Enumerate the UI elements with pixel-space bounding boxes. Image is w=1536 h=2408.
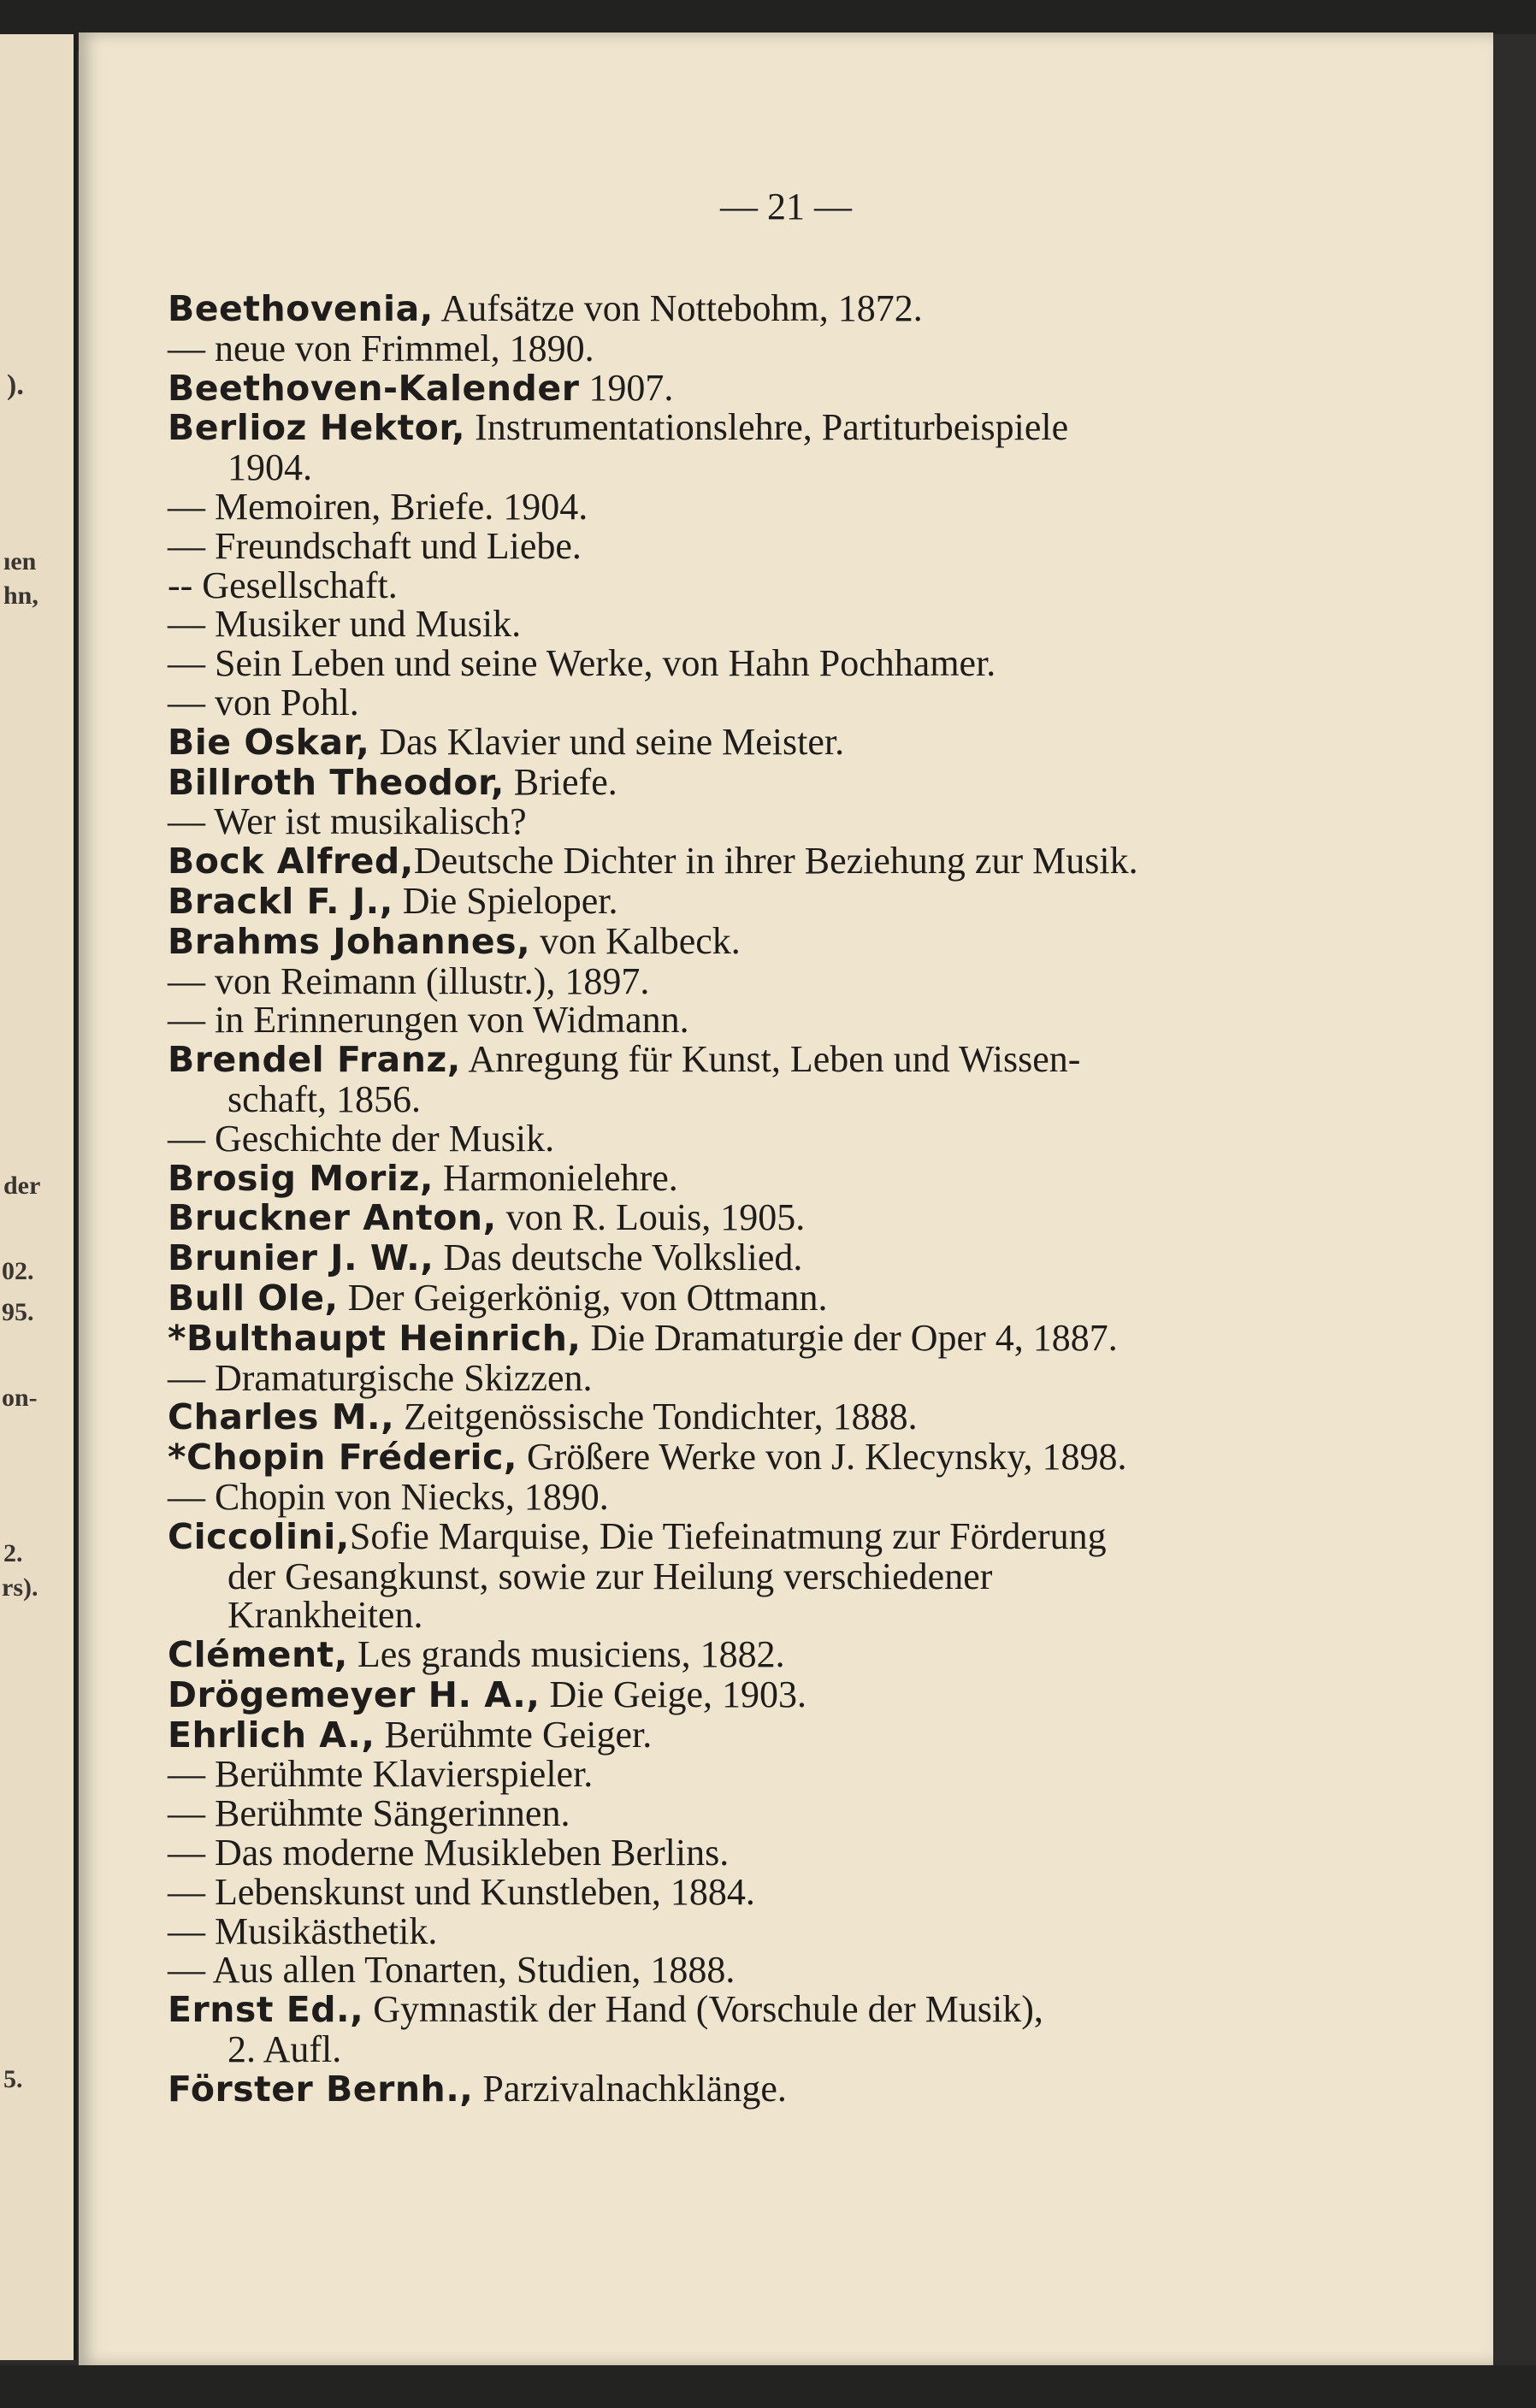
entry-text: Zeitgenössische Tondichter, 1888. (394, 1396, 918, 1438)
entry-author: *Chopin Fréderic, (168, 1437, 517, 1478)
book-page (79, 32, 1493, 2365)
entry-continuation: schaft, 1856. (227, 1077, 422, 1120)
entry-author: Clément, (168, 1634, 348, 1676)
entry-text: — von Reimann (illustr.), 1897. (168, 959, 650, 1002)
bibliography-entry (168, 683, 1365, 723)
bibliography-entry (168, 879, 1365, 922)
entry-continuation: 1904. (227, 446, 312, 489)
entry-author: Bock Alfred, (168, 841, 414, 882)
entry-author: Brosig Moriz, (168, 1157, 434, 1199)
scan-background-bottom (0, 2365, 1536, 2408)
bibliography-entry (168, 1356, 1365, 1399)
bibliography-entry (168, 720, 1365, 763)
entry-author: Bie Oskar, (168, 721, 370, 763)
bibliography-entry (168, 408, 1365, 448)
bibliography-entry (168, 1951, 1365, 1990)
entry-author: Ciccolini, (168, 1515, 350, 1557)
entry-text: — Berühmte Klavierspieler. (168, 1753, 594, 1796)
entry-text: Deutsche Dichter in ihrer Beziehung zur Musik. (413, 840, 1138, 882)
bibliography-entry (168, 644, 1365, 683)
entry-author: Drögemeyer H. A., (168, 1673, 541, 1715)
entry-continuation: 2. Aufl. (227, 2028, 342, 2071)
scan-background-right (1493, 34, 1536, 2360)
bibliography-entry (168, 366, 1365, 409)
left-page-fragment: rs). (2, 1573, 38, 1602)
entry-text: — von Pohl. (168, 681, 359, 723)
entry-text: — Dramaturgische Skizzen. (168, 1356, 593, 1399)
page-number: — 21 — (720, 186, 852, 227)
entry-author: Brendel Franz, (168, 1039, 461, 1081)
entry-text: Der Geigerkönig, von Ottmann. (338, 1276, 828, 1319)
entry-text: Das deutsche Volkslied. (434, 1236, 803, 1279)
left-page-fragment: ıen (3, 547, 37, 575)
entry-author: Bull Ole, (168, 1277, 339, 1319)
bibliography-entry (168, 1755, 1365, 1794)
bibliography-entry (168, 1675, 1365, 1715)
entry-author: Brackl F. J., (168, 880, 393, 922)
entry-author: Beethoven-Kalender (168, 367, 580, 409)
entry-text: Instrumentationslehre, Partiturbeispiele (465, 406, 1069, 449)
bibliography-entry (168, 760, 1365, 803)
entry-text: — Wer ist musikalisch? (168, 800, 527, 843)
entry-text: — Chopin von Niecks, 1890. (168, 1475, 609, 1518)
entry-text: — Das moderne Musikleben Berlins. (168, 1832, 730, 1874)
bibliography-entry (168, 329, 1365, 369)
entry-author: Bruckner Anton, (168, 1197, 497, 1239)
entry-text: Harmonielehre. (433, 1156, 678, 1199)
entry-continuation: der Gesangkunst, sowie zur Heilung verschiedener (227, 1555, 993, 1597)
bibliography-entry (168, 1397, 1365, 1437)
bibliography-entry (168, 841, 1365, 882)
entry-author: Billroth Theodor, (168, 761, 505, 803)
entry-text: — Lebenskunst und Kunstleben, 1884. (168, 1870, 755, 1913)
entry-text: — Memoiren, Briefe. 1904. (168, 485, 588, 528)
entry-text: — Musikästhetik. (168, 1909, 438, 1952)
entry-author: Brahms Johannes, (168, 920, 531, 962)
entry-text: Berühmte Geiger. (375, 1713, 653, 1756)
left-page-fragment: hn, (3, 581, 38, 610)
bibliography-entry (168, 1040, 1365, 1080)
bibliography-entry (168, 605, 1365, 644)
entry-text: Parzivalnachklänge. (473, 2067, 787, 2110)
entry-text: — neue von Frimmel, 1890. (168, 327, 594, 369)
bibliography-entry (168, 289, 1365, 329)
bibliography-entry (168, 802, 1365, 841)
entry-author: Beethovenia, (168, 288, 434, 329)
bibliography-entry (168, 1437, 1365, 1478)
entry-text: Anregung für Kunst, Leben und Wissen- (460, 1038, 1081, 1081)
bibliography-entry (168, 959, 1365, 1002)
bibliography-entry (168, 1514, 1365, 1557)
bibliography-entry (168, 1316, 1365, 1359)
entry-author: Ernst Ed., (168, 1989, 364, 2031)
entry-author: Charles M., (168, 1396, 395, 1438)
entry-text: — Sein Leben und seine Werke, von Hahn Pochhamer. (168, 642, 996, 685)
entry-text: — Aus allen Tonarten, Studien, 1888. (168, 1949, 736, 1992)
entry-text: — Berühmte Sängerinnen. (168, 1792, 570, 1835)
entry-author: Brunier J. W., (168, 1237, 434, 1279)
entry-text: — Freundschaft und Liebe. (168, 524, 582, 567)
bibliography-entry (168, 1238, 1365, 1278)
entry-text: Die Spieloper. (393, 879, 618, 922)
bibliography-entry (168, 566, 1365, 605)
entry-text: 1907. (579, 366, 674, 409)
left-page-fragment: 2. (3, 1539, 23, 1567)
bibliography-entry (168, 1278, 1365, 1319)
entry-author: Ehrlich A., (168, 1714, 375, 1756)
entry-author: Förster Bernh., (168, 2068, 474, 2110)
entry-text: Les grands musiciens, 1882. (347, 1633, 785, 1676)
bibliography-entry (168, 1909, 1365, 1952)
bibliography-entry (168, 1635, 1365, 1675)
entry-text: von Kalbeck. (530, 919, 741, 962)
left-page-fragment: 02. (2, 1257, 34, 1285)
left-page-edge (0, 34, 77, 2360)
bibliography-entry (168, 487, 1365, 527)
bibliography-entry (168, 1794, 1365, 1833)
entry-author: *Bulthaupt Heinrich, (168, 1317, 582, 1359)
bibliography-entry (168, 1198, 1365, 1238)
bibliography-entry (168, 1990, 1365, 2030)
bibliography-entry (168, 1715, 1365, 1756)
bibliography-entry (168, 1000, 1365, 1040)
bibliography-list (168, 289, 1365, 2110)
entry-text: Gymnastik der Hand (Vorschule der Musik), (363, 1988, 1043, 2031)
entry-text: Die Geige, 1903. (540, 1673, 807, 1715)
bibliography-entry (168, 919, 1365, 962)
bibliography-entry (168, 1475, 1365, 1518)
left-page-fragment: 5. (3, 2065, 23, 2093)
entry-continuation: Krankheiten. (227, 1594, 423, 1637)
entry-text: — Geschichte der Musik. (168, 1117, 555, 1160)
bibliography-entry (168, 1870, 1365, 1913)
entry-text: Aufsätze von Nottebohm, 1872. (433, 287, 923, 329)
entry-text: Die Dramaturgie der Oper 4, 1887. (581, 1316, 1118, 1359)
left-page-fragment: der (3, 1172, 41, 1200)
entry-text: — Musiker und Musik. (168, 603, 522, 646)
bibliography-entry (168, 524, 1365, 567)
left-page-fragment: 95. (2, 1298, 34, 1326)
bibliography-entry (168, 1833, 1365, 1873)
entry-text: Das Klavier und seine Meister. (369, 720, 845, 763)
entry-text: von R. Louis, 1905. (496, 1196, 806, 1239)
bibliography-entry (168, 1119, 1365, 1159)
left-page-fragment: on- (2, 1384, 38, 1412)
entry-text: Größere Werke von J. Klecynsky, 1898. (517, 1436, 1127, 1478)
entry-author: Berlioz Hektor, (168, 407, 466, 449)
entry-text: -- Gesellschaft. (168, 564, 398, 606)
bibliography-entry (168, 1156, 1365, 1199)
entry-text: Sofie Marquise, Die Tiefeinatmung zur Förderung (349, 1514, 1107, 1557)
left-page-fragment: ). (7, 369, 24, 401)
entry-text: — in Erinnerungen von Widmann. (168, 999, 689, 1042)
entry-text: Briefe. (504, 760, 617, 803)
bibliography-entry (168, 2069, 1365, 2110)
